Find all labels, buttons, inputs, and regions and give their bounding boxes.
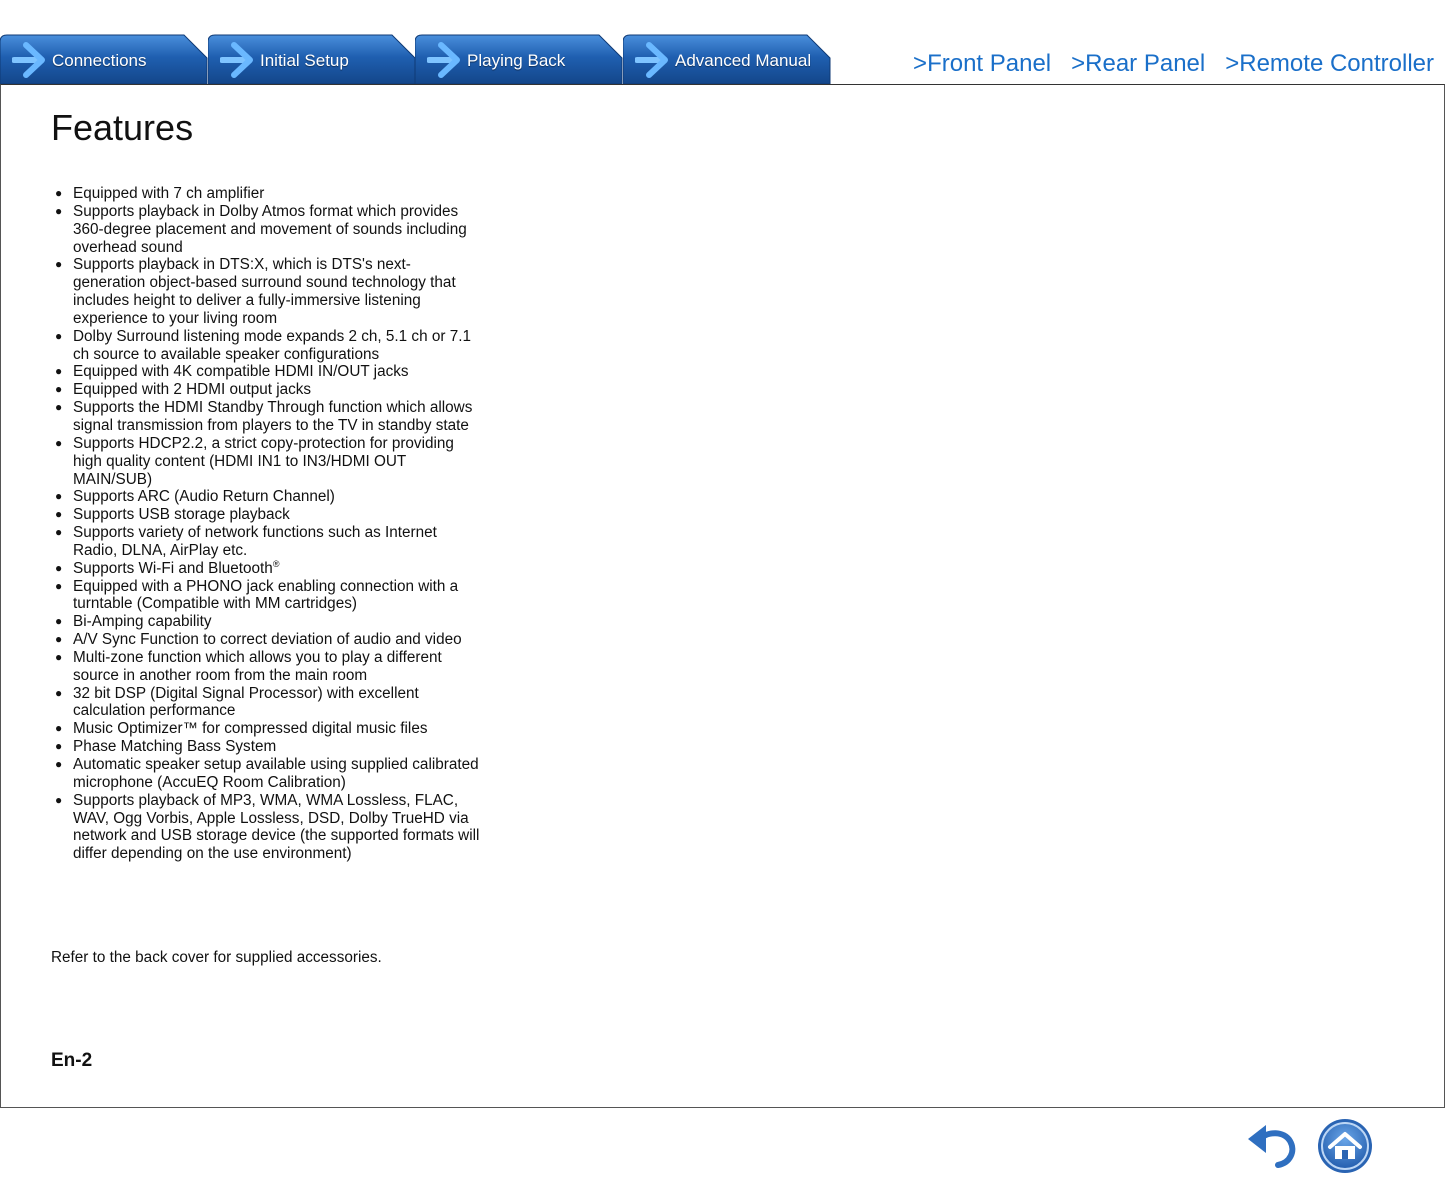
bullet-icon: ● bbox=[55, 560, 63, 575]
home-button[interactable] bbox=[1316, 1117, 1374, 1175]
back-button[interactable] bbox=[1246, 1121, 1298, 1169]
list-item bbox=[55, 738, 480, 756]
feature-text: Phase Matching Bass System bbox=[73, 738, 277, 756]
feature-text: Equipped with 7 ch amplifier bbox=[73, 185, 265, 202]
feature-text: Supports playback of MP3, WMA, WMA Lossless, FLAC, WAV, Ogg Vorbis, Apple Lossless, DSD, Dolby TrueHD via network and USB storage device (the supported formats will differ depending on the use environment) bbox=[73, 791, 480, 863]
feature-text: Dolby Surround listening mode expands 2 ch, 5.1 ch or 7.1 ch source to available speaker configurations bbox=[73, 327, 471, 363]
bullet-icon: ● bbox=[55, 721, 63, 736]
feature-text: A/V Sync Function to correct deviation of audio and video bbox=[73, 631, 462, 649]
accessories-note: Refer to the back cover for supplied accessories. bbox=[51, 949, 382, 966]
chevron-right-icon bbox=[220, 41, 256, 79]
tab-label: Advanced Manual bbox=[675, 51, 812, 70]
list-item bbox=[55, 399, 480, 435]
list-item bbox=[55, 720, 480, 738]
list-item bbox=[55, 328, 480, 364]
feature-text: Equipped with 4K compatible HDMI IN/OUT jacks bbox=[73, 363, 409, 381]
feature-text: Supports USB storage playback bbox=[73, 506, 290, 524]
bullet-icon: ● bbox=[55, 578, 63, 593]
feature-text: Bi-Amping capability bbox=[73, 613, 212, 631]
bullet-icon: ● bbox=[55, 525, 63, 540]
feature-text: Music Optimizer™ for compressed digital music files bbox=[73, 720, 428, 738]
bullet-icon: ● bbox=[55, 400, 63, 415]
header-links bbox=[913, 50, 1434, 78]
chevron-right-icon bbox=[635, 41, 671, 79]
remote-controller-link[interactable]: >Remote Controller bbox=[1225, 50, 1434, 77]
bullet-icon: ● bbox=[55, 489, 63, 504]
bullet-icon: ● bbox=[55, 792, 63, 807]
feature-text: Equipped with a PHONO jack enabling connection with a turntable (Compatible with MM cartridges) bbox=[73, 577, 459, 613]
chevron-right-icon bbox=[12, 41, 48, 79]
list-item bbox=[55, 363, 480, 381]
tab-label: Playing Back bbox=[467, 51, 566, 70]
bullet-icon: ● bbox=[55, 614, 63, 629]
feature-text: Supports Wi-Fi and Bluetooth bbox=[73, 559, 273, 577]
tab-initial-setup[interactable] bbox=[208, 34, 416, 84]
list-item bbox=[55, 256, 480, 327]
feature-text: Automatic speaker setup available using supplied calibrated microphone (AccuEQ Room Calibration) bbox=[73, 756, 479, 791]
rear-panel-link[interactable]: >Rear Panel bbox=[1071, 50, 1206, 77]
list-item bbox=[55, 756, 480, 792]
list-item bbox=[55, 435, 480, 489]
feature-text: Supports variety of network functions such as Internet Radio, DLNA, AirPlay etc. bbox=[73, 524, 437, 559]
list-item bbox=[55, 381, 480, 399]
feature-text: Supports the HDMI Standby Through function which allows signal transmission from players to the TV in standby state bbox=[73, 399, 473, 434]
chevron-right-icon bbox=[427, 41, 463, 79]
home-icon bbox=[1316, 1117, 1374, 1175]
list-item bbox=[55, 560, 480, 578]
feature-text: Supports playback in Dolby Atmos format which provides 360-degree placement and movement of sounds including overhead sound bbox=[73, 202, 467, 256]
bullet-icon: ● bbox=[55, 435, 63, 450]
feature-text: 32 bit DSP (Digital Signal Processor) with excellent calculation performance bbox=[73, 684, 419, 720]
feature-text: Multi-zone function which allows you to play a different source in another room from the main room bbox=[73, 648, 442, 684]
tab-playing-back[interactable] bbox=[415, 34, 623, 84]
bullet-icon: ● bbox=[55, 507, 63, 522]
feature-list bbox=[55, 185, 480, 863]
feature-text: Supports playback in DTS:X, which is DTS's next-generation object-based surround sound technology that includes height to deliver a fully-immersive listening experience to your living room bbox=[73, 256, 456, 327]
registered-mark: ® bbox=[272, 558, 280, 569]
front-panel-link[interactable]: >Front Panel bbox=[913, 50, 1052, 77]
list-item bbox=[55, 649, 480, 685]
bullet-icon: ● bbox=[55, 739, 63, 754]
feature-text: Equipped with 2 HDMI output jacks bbox=[73, 381, 312, 399]
bullet-icon: ● bbox=[55, 257, 63, 272]
tab-connections[interactable] bbox=[0, 34, 208, 84]
bullet-icon: ● bbox=[55, 203, 63, 218]
bullet-icon: ● bbox=[55, 632, 63, 647]
list-item bbox=[55, 185, 480, 203]
list-item bbox=[55, 613, 480, 631]
list-item bbox=[55, 488, 480, 506]
feature-text: Supports HDCP2.2, a strict copy-protection for providing high quality content (HDMI IN1 to IN3/HDMI OUT MAIN/SUB) bbox=[73, 434, 454, 488]
back-arrow-icon bbox=[1246, 1121, 1298, 1169]
bullet-icon: ● bbox=[55, 757, 63, 771]
bullet-icon: ● bbox=[55, 649, 63, 664]
list-item bbox=[55, 685, 480, 721]
bullet-icon: ● bbox=[55, 364, 63, 379]
list-item bbox=[55, 203, 480, 257]
page-number: En-2 bbox=[51, 1050, 93, 1071]
bullet-icon: ● bbox=[55, 382, 63, 397]
bullet-icon: ● bbox=[55, 186, 63, 200]
page-title: Features bbox=[51, 107, 194, 148]
tab-label: Connections bbox=[52, 51, 147, 70]
bullet-icon: ● bbox=[55, 328, 63, 343]
list-item bbox=[55, 631, 480, 649]
list-item bbox=[55, 506, 480, 524]
list-item bbox=[55, 524, 480, 560]
bullet-icon: ● bbox=[55, 685, 63, 700]
tab-advanced-manual[interactable] bbox=[623, 34, 831, 84]
tab-label: Initial Setup bbox=[260, 51, 349, 70]
list-item bbox=[55, 578, 480, 614]
list-item bbox=[55, 792, 480, 863]
feature-text: Supports ARC (Audio Return Channel) bbox=[73, 488, 335, 506]
